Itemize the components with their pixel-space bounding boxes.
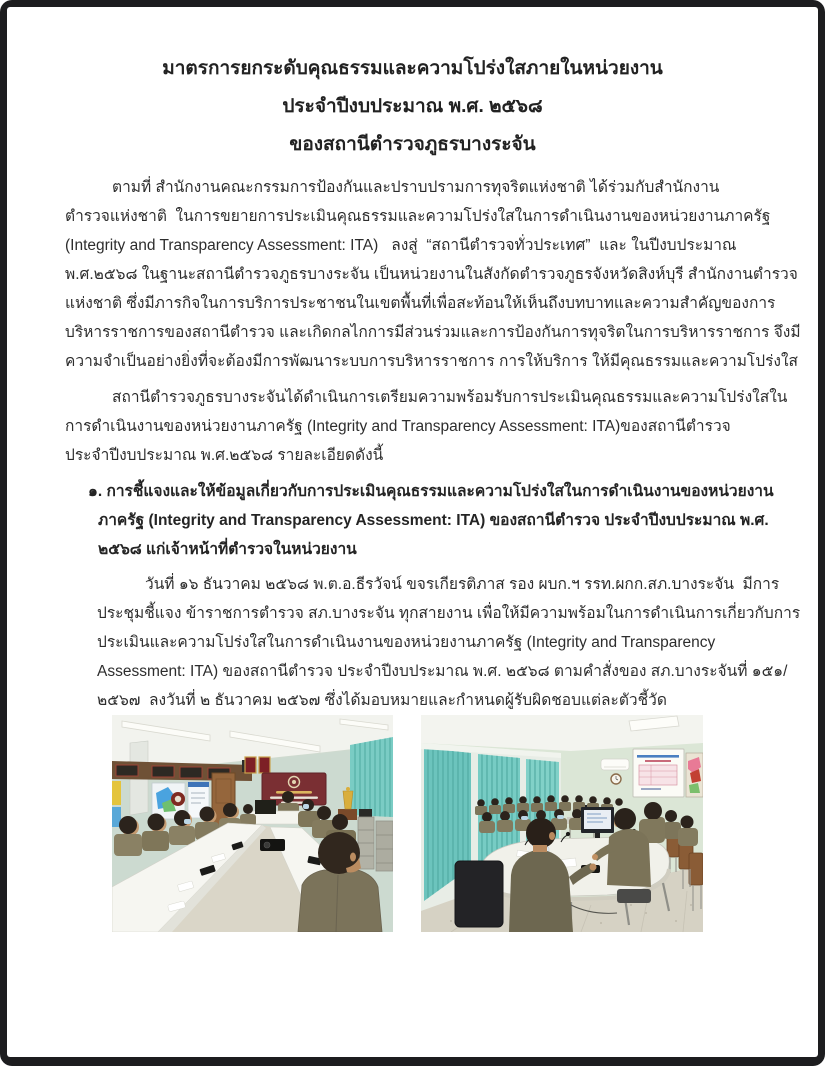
meeting-photo-right-illustration (421, 715, 703, 932)
text-line: Assessment: ITA) ของสถานีตำรวจ ประจำปีงบประมาณ พ.ศ. ๒๕๖๘ ตามคำสั่งของ สภ.บางระจันที่ ๑๕๑/ (97, 663, 788, 680)
text-line: สถานีตำรวจภูธรบางระจันได้ดำเนินการเตรียมความพร้อมรับการประเมินคุณธรรมและความโปร่งใสใน (112, 389, 788, 406)
text-line: ความจำเป็นอย่างยิ่งที่จะต้องมีการพัฒนาระบบการบริหารราชการ การให้บริการ ให้มีคุณธรรมและความโปร่งใส (65, 353, 799, 370)
meeting-photo-left (112, 715, 393, 932)
text-line: (Integrity and Transparency Assessment: ITA) ลงสู่ “สถานีตำรวจทั่วประเทศ” และ ในปีงบประมาณ (65, 237, 737, 254)
text-line: ๑. การชี้แจงและให้ข้อมูลเกี่ยวกับการประเมินคุณธรรมและความโปร่งใสในการดำเนินงานของหน่วยงาน (88, 483, 774, 500)
text-line: ๒๕๖๘ แก่เจ้าหน้าที่ตำรวจในหน่วยงาน (98, 541, 357, 558)
paragraph-3 (97, 570, 801, 715)
projection-screen (633, 749, 684, 797)
text-line: ตำรวจแห่งชาติ ในการขยายการประเมินคุณธรรมและความโปร่งใสในการดำเนินงานของหน่วยงานภาครัฐ (65, 208, 771, 225)
text-line: บริหารราชการของสถานีตำรวจ และเกิดกลไกการมีส่วนร่วมและการป้องกันการทุจริตในการบริหารราชการ จึงมี (65, 324, 801, 341)
curtains (350, 737, 393, 817)
text-line: ประเมินและความโปร่งใสในการดำเนินงานของหน่วยงานภาครัฐ (Integrity and Transparency (97, 634, 716, 651)
paragraph-1 (65, 173, 801, 376)
text-line: แห่งชาติ ซึ่งมีภารกิจในการบริการประชาชนในเขตพื้นที่เพื่อสะท้อนให้เห็นถึงบทบาทและความสำคัญของการ (65, 295, 776, 312)
text-line: การดำเนินงานของหน่วยงานภาครัฐ (Integrity and Transparency Assessment: ITA)ของสถานีตำรวจ (65, 418, 731, 435)
document-title (7, 7, 818, 164)
projector (260, 839, 285, 851)
text-line: ๒๕๖๗ ลงวันที่ ๒ ธันวาคม ๒๕๖๗ ซึ่งได้มอบหมายและกำหนดผู้รับผิดชอบแต่ละตัวชี้วัด (97, 692, 667, 709)
numbered-item-1-heading (88, 477, 774, 564)
clock (611, 774, 621, 784)
text-line: ภาครัฐ (Integrity and Transparency Assessment: ITA) ของสถานีตำรวจ ประจำปีงบประมาณ พ.ศ. (98, 512, 769, 529)
air-conditioner (601, 759, 629, 770)
text-line: ตามที่ สำนักงานคณะกรรมการป้องกันและปราบปรามการทุจริตแห่งชาติ ได้ร่วมกับสำนักงาน (112, 179, 720, 196)
paragraph-2 (65, 383, 788, 470)
text-line: พ.ศ.๒๕๖๘ ในฐานะสถานีตำรวจภูธรบางระจัน เป็นหน่วยงานในสังกัดตำรวจภูธรจังหวัดสิงห์บุรี สำนักงานตำรวจ (65, 266, 798, 283)
title-line-3: ของสถานีตำรวจภูธรบางระจัน (289, 134, 536, 155)
meeting-photo-right (421, 715, 703, 932)
title-line-1: มาตรการยกระดับคุณธรรมและความโปร่งใสภายในหน่วยงาน (162, 58, 663, 79)
document-body (7, 173, 818, 715)
text-line: วันที่ ๑๖ ธันวาคม ๒๕๖๘ พ.ต.อ.ธีรวัจน์ ขจรเกียรติภาส รอง ผบก.ฯ รรท.ผกก.สภ.บางระจัน มีการ (145, 576, 780, 593)
wall-map (686, 753, 703, 797)
text-line: ประจำปีงบประมาณ พ.ศ.๒๕๖๘ รายละเอียดดังนี้ (65, 447, 384, 464)
meeting-photo-left-illustration (112, 715, 393, 932)
photo-row (7, 715, 818, 932)
document-page (7, 7, 818, 1057)
title-line-2: ประจำปีงบประมาณ พ.ศ. ๒๕๖๘ (282, 96, 543, 117)
text-line: ประชุมชี้แจง ข้าราชการตำรวจ สภ.บางระจัน ทุกสายงาน เพื่อให้มีความพร้อมในการดำเนินการเกี่ยวกับการ (97, 605, 801, 622)
